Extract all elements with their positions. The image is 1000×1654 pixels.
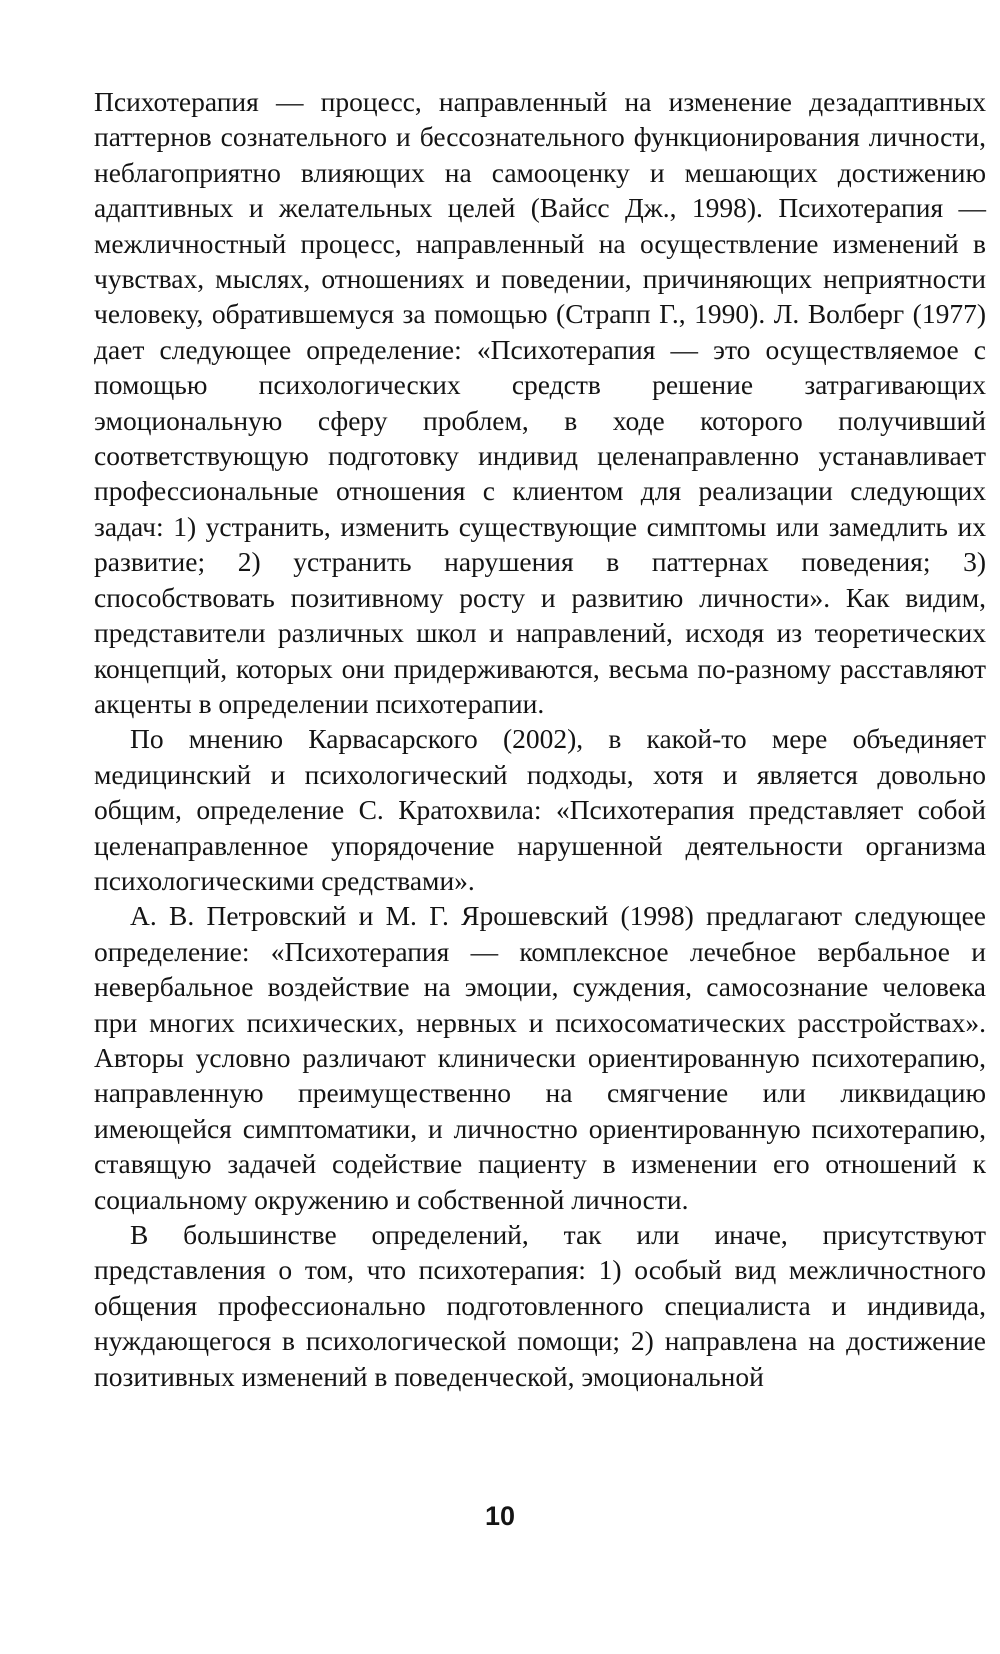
page-number: 10: [484, 1501, 516, 1531]
body-text: [94, 84, 986, 1394]
paragraph-petrovsky-yaroshevsky: А. В. Петровский и М. Г. Ярошевский (1998) предлагают следующее определение: «Психотерапия — комплексное лечебное вербальное и невербальное воздействие на эмоции, суждения, самосознание человека при многих психических, нервных и психосоматических расстройствах». Авторы условно различают клинически ориентированную психотерапию, направленную преимущественно на смягчение или ликвидацию имеющейся симптоматики, и личностно ориентированную психотерапию, ставящую задачей содействие пациенту в изменении его отношений к социальному окружению и собственной личности.: [94, 900, 986, 1215]
paragraph-common-definitions: В большинстве определений, так или иначе, присутствуют представления о том, что психотерапия: 1) особый вид межличностного общения профессионально подготовленного специалиста и индивида, нуждающегося в психологической помощи; 2) направлена на достижение позитивных изменений в поведенческой, эмоциональной: [94, 1219, 986, 1392]
paragraph-karvasarsky: По мнению Карвасарского (2002), в какой-то мере объединяет медицинский и психологический подходы, хотя и является довольно общим, определение С. Кратохвила: «Психотерапия представляет собой целенаправленное упорядочение нарушенной деятельности организма психологическими средствами».: [94, 723, 986, 896]
paragraph-psychotherapy-definitions: Психотерапия — процесс, направленный на изменение дезадаптивных паттернов сознательного и бессознательного функционирования личности, неблагоприятно влияющих на самооценку и мешающих достижению адаптивных и желательных целей (Вайсс Дж., 1998). Психотерапия — межличностный процесс, направленный на осуществление изменений в чувствах, мыслях, отношениях и поведении, причиняющих неприятности человеку, обратившемуся за помощью (Страпп Г., 1990). Л. Волберг (1977) дает следующее определение: «Психотерапия — это осуществляемое с помощью психологических средств решение затрагивающих эмоциональную сферу проблем, в ходе которого получивший соответствующую подготовку индивид целенаправленно устанавливает профессиональные отношения с клиентом для реализации следующих задач: 1) устранить, изменить существующие симптомы или замедлить их развитие; 2) устранить нарушения в паттернах поведения; 3) способствовать позитивному росту и развитию личности». Как видим, представители различных школ и направлений, исходя из теоретических концепций, которых они придерживаются, весьма по-разному расставляют акценты в определении психотерапии.: [94, 86, 986, 719]
